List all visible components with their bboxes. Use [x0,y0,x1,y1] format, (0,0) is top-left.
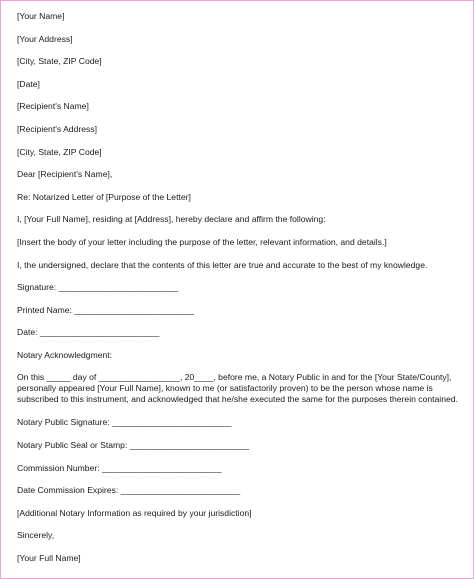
intro-paragraph: I, [Your Full Name], residing at [Address], hereby declare and affirm the following: [17,214,326,224]
notary-paragraph: On this _____ day of _________________, 20____, before me, a Notary Public in and for the [Your State/County], personally appeared [Your Full Name], known to me (or satisfactorily proven) to be the person whose name is subscribed to this instrument, and acknowledged that he/she executed the same for the purposes therein contained. [17,372,458,404]
recipient-address: [Recipient's Address] [17,124,97,134]
body-paragraph: [Insert the body of your letter including the purpose of the letter, relevant information, and details.] [17,237,387,247]
closing: Sincerely, [17,530,55,540]
notary-heading: Notary Acknowledgment: [17,350,113,360]
sender-name: [Your Name] [17,11,65,21]
salutation: Dear [Recipient's Name], [17,169,113,179]
commission-expires-line: Date Commission Expires: _________________________ [17,485,241,495]
declaration-paragraph: I, the undersigned, declare that the contents of this letter are true and accurate to the best of my knowledge. [17,260,428,270]
commission-number-line: Commission Number: _________________________ [17,463,222,473]
recipient-city-state-zip: [City, State, ZIP Code] [17,147,102,157]
notary-signature-line: Notary Public Signature: _________________________ [17,417,232,427]
notary-seal-line: Notary Public Seal or Stamp: _________________________ [17,440,250,450]
sender-address: [Your Address] [17,34,73,44]
signature-line: Signature: _________________________ [17,282,179,292]
subject-line: Re: Notarized Letter of [Purpose of the Letter] [17,192,191,202]
closing-name: [Your Full Name] [17,553,81,563]
recipient-name: [Recipient's Name] [17,101,89,111]
date-signature-line: Date: _________________________ [17,327,160,337]
sender-city-state-zip: [City, State, ZIP Code] [17,56,102,66]
additional-notary-info: [Additional Notary Information as required by your jurisdiction] [17,508,252,518]
printed-name-line: Printed Name: _________________________ [17,305,194,315]
letter-date: [Date] [17,79,40,89]
